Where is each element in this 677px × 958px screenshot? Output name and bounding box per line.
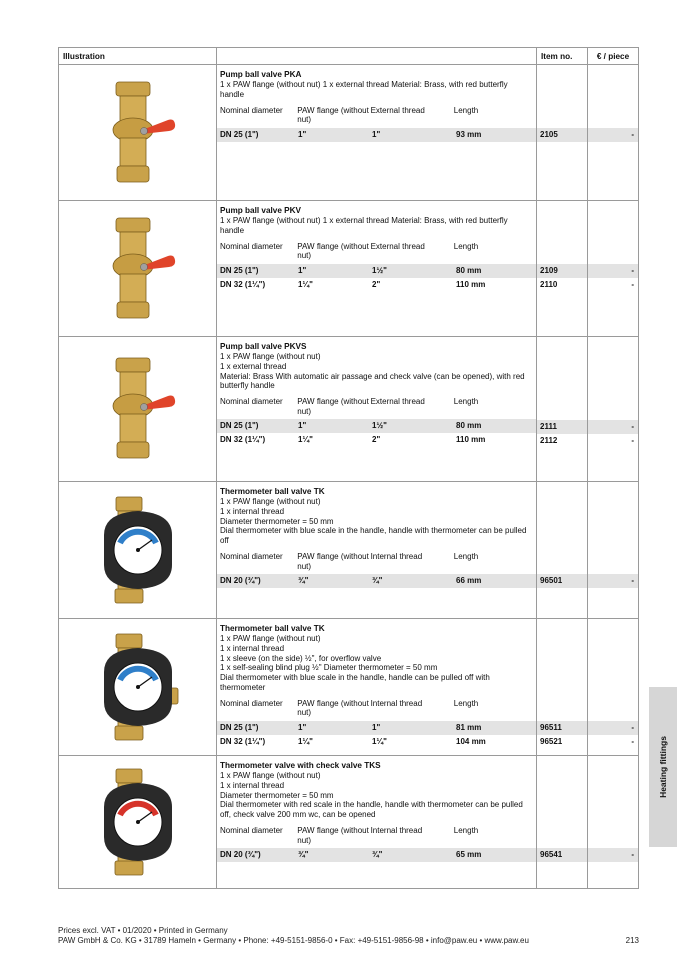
variant-row xyxy=(217,721,536,735)
section-tab xyxy=(649,687,677,847)
label-length: Length xyxy=(453,397,479,406)
product-description-line: 1 x sleeve (on the side) ½", for overflow valve xyxy=(220,653,382,663)
item-no-cell xyxy=(537,756,588,889)
variant-row xyxy=(217,128,536,142)
nominal-diameter-value: DN 25 (1") xyxy=(220,722,259,732)
column-labels xyxy=(220,397,533,419)
paw-flange-value: ¾" xyxy=(298,575,309,585)
price-table xyxy=(58,47,639,889)
variant-row xyxy=(217,278,536,292)
product-description-line: 1 x PAW flange (without nut) xyxy=(220,771,321,780)
product-description-line: 1 x external thread xyxy=(220,361,287,371)
thread-value: 1½" xyxy=(372,421,387,431)
illustration-cell xyxy=(59,201,217,337)
header-description xyxy=(217,48,537,65)
thread-value: 2" xyxy=(372,279,381,289)
header-item-no: Item no. xyxy=(537,48,588,65)
item-number: 2109 xyxy=(536,264,588,278)
nominal-diameter-value: DN 32 (1¼") xyxy=(220,435,266,445)
label-paw-flange: PAW flange (without nut) xyxy=(297,105,369,125)
column-labels xyxy=(220,699,533,721)
section-tab-label: Heating fittings xyxy=(657,736,668,798)
nominal-diameter-value: DN 32 (1¼") xyxy=(220,736,266,746)
thread-value: 1¼" xyxy=(372,736,387,746)
label-paw-flange: PAW flange (without nut) xyxy=(297,551,369,571)
label-length: Length xyxy=(453,241,479,251)
label-paw-flange: PAW flange (without nut) xyxy=(297,397,369,416)
product-row xyxy=(59,65,639,201)
length-value: 93 mm xyxy=(456,129,482,139)
description-cell xyxy=(217,201,537,337)
paw-flange-value: 1¼" xyxy=(298,279,313,289)
length-value: 80 mm xyxy=(456,421,482,431)
item-number: 96501 xyxy=(536,574,588,588)
page-footer xyxy=(58,926,529,946)
description-cell xyxy=(217,756,537,889)
price-cell xyxy=(588,756,639,889)
column-labels xyxy=(220,242,533,264)
description-cell xyxy=(217,337,537,482)
product-description-line: 1 x PAW flange (without nut) xyxy=(220,352,321,361)
thread-value: ¾" xyxy=(372,849,383,859)
label-length: Length xyxy=(453,105,479,115)
paw-flange-value: 1" xyxy=(298,129,307,139)
paw-flange-value: ¾" xyxy=(298,849,309,859)
price-value: - xyxy=(587,721,639,735)
table-header-row xyxy=(59,48,639,65)
length-value: 110 mm xyxy=(456,279,486,289)
product-name: Pump ball valve PKA xyxy=(220,70,302,79)
ball-valve-image xyxy=(98,214,178,324)
label-thread: Internal thread xyxy=(370,825,423,835)
thread-value: 1" xyxy=(372,722,381,732)
item-no-cell xyxy=(537,65,588,201)
footer-line-2: PAW GmbH & Co. KG • 31789 Hameln • Germany • Phone: +49-5151-9856-0 • Fax: +49-5151-9856-98 • info@paw.eu • www.paw.eu xyxy=(58,936,529,945)
description-cell xyxy=(217,65,537,201)
label-nominal-diameter: Nominal diameter xyxy=(220,698,283,708)
length-value: 104 mm xyxy=(456,736,486,746)
price-cell xyxy=(588,201,639,337)
price-value: - xyxy=(587,848,639,862)
nominal-diameter-value: DN 32 (1¼") xyxy=(220,279,266,289)
label-thread: External thread xyxy=(370,397,425,406)
label-thread: External thread xyxy=(370,105,425,115)
description-cell xyxy=(217,619,537,756)
column-labels xyxy=(220,106,533,128)
nominal-diameter-value: DN 25 (1") xyxy=(220,129,259,139)
item-number: 2105 xyxy=(536,128,588,142)
paw-flange-value: 1¼" xyxy=(298,736,313,746)
product-description-line: Dial thermometer with blue scale in the handle, handle can be pulled off with thermometer xyxy=(220,673,490,692)
illustration-cell xyxy=(59,482,217,619)
product-description-line: Dial thermometer with blue scale in the handle, handle with thermometer can be pulled off xyxy=(220,526,527,545)
label-nominal-diameter: Nominal diameter xyxy=(220,825,283,835)
label-length: Length xyxy=(453,698,479,708)
item-no-cell xyxy=(537,482,588,619)
column-labels xyxy=(220,552,533,574)
label-nominal-diameter: Nominal diameter xyxy=(220,551,283,561)
length-value: 80 mm xyxy=(456,265,482,275)
length-value: 65 mm xyxy=(456,849,482,859)
price-value: - xyxy=(587,128,639,142)
illustration-cell xyxy=(59,337,217,482)
nominal-diameter-value: DN 20 (¾") xyxy=(220,575,261,585)
product-name: Thermometer ball valve TK xyxy=(220,624,325,633)
nominal-diameter-value: DN 25 (1") xyxy=(220,421,259,431)
thread-value: ¾" xyxy=(372,575,383,585)
label-length: Length xyxy=(453,551,479,561)
price-value: - xyxy=(631,435,634,445)
product-description-line: 1 x internal thread xyxy=(220,506,285,516)
variant-row xyxy=(217,419,536,433)
product-description-line: 1 x internal thread xyxy=(220,780,285,790)
product-name: Pump ball valve PKVS xyxy=(220,342,307,351)
product-row xyxy=(59,482,639,619)
label-paw-flange: PAW flange (without nut) xyxy=(297,698,369,718)
thread-value: 1" xyxy=(372,129,381,139)
variant-row xyxy=(217,433,536,447)
item-number: 96521 xyxy=(540,737,563,747)
paw-flange-value: 1" xyxy=(298,722,307,732)
label-paw-flange: PAW flange (without nut) xyxy=(297,825,369,845)
product-description-line: 1 x self-sealing blind plug ½" Diameter thermometer = 50 mm xyxy=(220,663,438,673)
item-number: 2112 xyxy=(540,435,558,445)
illustration-cell xyxy=(59,65,217,201)
thread-value: 2" xyxy=(372,435,381,445)
ball-valve-image xyxy=(98,354,178,464)
header-price: € / piece xyxy=(588,48,639,65)
variant-row xyxy=(217,574,536,588)
item-number: 96541 xyxy=(536,848,588,862)
item-number: 96511 xyxy=(536,721,588,735)
illustration-cell xyxy=(59,756,217,889)
header-illustration: Illustration xyxy=(59,48,217,65)
ball-valve-image xyxy=(98,78,178,188)
thermometer-valve-image xyxy=(90,767,186,877)
label-nominal-diameter: Nominal diameter xyxy=(220,241,283,251)
length-value: 66 mm xyxy=(456,575,482,585)
product-row xyxy=(59,337,639,482)
price-cell xyxy=(588,65,639,201)
price-value: - xyxy=(631,280,634,290)
paw-flange-value: 1" xyxy=(298,265,307,275)
column-labels xyxy=(220,826,533,848)
nominal-diameter-value: DN 25 (1") xyxy=(220,265,259,275)
price-cell xyxy=(588,619,639,756)
label-nominal-diameter: Nominal diameter xyxy=(220,105,283,115)
product-description-line: 1 x internal thread xyxy=(220,643,285,653)
item-number: 2111 xyxy=(536,420,588,434)
paw-flange-value: 1" xyxy=(298,421,307,431)
product-description-line: Diameter thermometer = 50 mm xyxy=(220,790,334,800)
label-thread: Internal thread xyxy=(370,551,423,561)
price-value: - xyxy=(587,574,639,588)
variant-row xyxy=(217,848,536,862)
label-length: Length xyxy=(453,825,479,835)
product-description-line: 1 x PAW flange (without nut) xyxy=(220,497,321,506)
footer-line-1: Prices excl. VAT • 01/2020 • Printed in Germany xyxy=(58,926,228,935)
product-row xyxy=(59,201,639,337)
product-description: 1 x PAW flange (without nut) 1 x external thread Material: Brass, with red butterfly handle xyxy=(220,216,508,235)
product-description-line: 1 x PAW flange (without nut) xyxy=(220,634,321,643)
item-no-cell xyxy=(537,201,588,337)
price-value: - xyxy=(587,264,639,278)
length-value: 110 mm xyxy=(456,435,486,445)
item-no-cell xyxy=(537,337,588,482)
product-name: Thermometer valve with check valve TKS xyxy=(220,761,381,770)
description-cell xyxy=(217,482,537,619)
thread-value: 1½" xyxy=(372,265,387,275)
product-name: Pump ball valve PKV xyxy=(220,206,301,215)
illustration-cell xyxy=(59,619,217,756)
label-thread: External thread xyxy=(370,241,425,251)
variant-row xyxy=(217,735,536,749)
price-cell xyxy=(588,482,639,619)
product-description-line: Material: Brass With automatic air passage and check valve (can be opened), with red butterfly handle xyxy=(220,371,525,391)
product-description-line: Dial thermometer with red scale in the handle, handle with thermometer can be pulled off, check valve 200 mm wc, can be opened xyxy=(220,800,523,819)
page-number: 213 xyxy=(625,936,639,945)
product-description-line: Diameter thermometer = 50 mm xyxy=(220,516,334,526)
product-name: Thermometer ball valve TK xyxy=(220,487,325,496)
product-row xyxy=(59,756,639,889)
item-no-cell xyxy=(537,619,588,756)
product-description: 1 x PAW flange (without nut) 1 x external thread Material: Brass, with red butterfly handle xyxy=(220,80,508,99)
thermometer-valve-image xyxy=(90,495,186,605)
length-value: 81 mm xyxy=(456,722,482,732)
nominal-diameter-value: DN 20 (¾") xyxy=(220,849,261,859)
thermometer-valve-image xyxy=(90,632,186,742)
price-cell xyxy=(588,337,639,482)
label-paw-flange: PAW flange (without nut) xyxy=(297,241,369,261)
price-value: - xyxy=(587,420,639,434)
product-row xyxy=(59,619,639,756)
item-number: 2110 xyxy=(540,280,558,290)
paw-flange-value: 1¼" xyxy=(298,435,313,445)
price-value: - xyxy=(631,737,634,747)
label-nominal-diameter: Nominal diameter xyxy=(220,397,283,406)
label-thread: Internal thread xyxy=(370,698,423,708)
variant-row xyxy=(217,264,536,278)
